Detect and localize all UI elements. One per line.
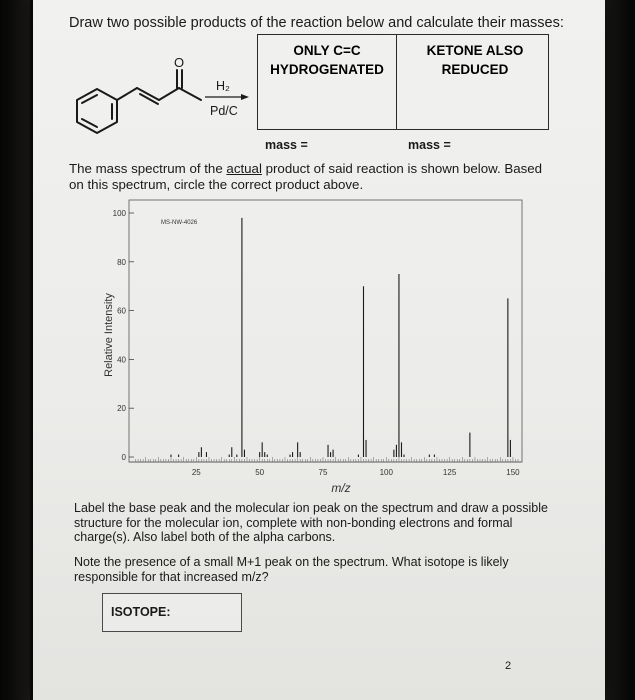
background-right-edge (600, 0, 635, 700)
reaction-arrow (203, 92, 251, 102)
isotope-label: ISOTOPE: (111, 605, 171, 619)
oxygen-atom-label: O (174, 55, 185, 70)
ms-text-part2: product of said reaction is shown below. Based on this spectrum, circle the correct product above. (69, 161, 543, 192)
y-tick-label: 60 (117, 306, 126, 316)
question-1-text: Draw two possible products of the reaction below and calculate their masses: (69, 15, 564, 31)
column-header-cc-hydrogenated (262, 41, 392, 79)
x-tick-label: 100 (379, 468, 393, 477)
reactant-structure (63, 48, 223, 143)
page-number: 2 (505, 660, 512, 672)
table-divider (396, 35, 397, 129)
y-axis (113, 209, 134, 462)
y-tick-label: 100 (112, 209, 126, 218)
spectrum-code-label: MS-NW-4026 (161, 220, 198, 226)
column-header-right-line2: REDUCED (441, 62, 509, 77)
isotope-answer-box[interactable] (102, 593, 242, 632)
y-tick-label: 20 (117, 404, 126, 414)
column-header-right-line1: KETONE ALSO (426, 43, 524, 58)
mass-spectrum-chart (66, 195, 536, 495)
y-axis-label: Relative Intensity (103, 293, 115, 377)
product-answer-table (257, 34, 549, 130)
question-3-text: Note the presence of a small M+1 peak on the spectrum. What isotope is likely responsible for that increased m/z? (74, 555, 509, 584)
ms-text-part1: The mass spectrum of the (69, 161, 227, 176)
column-header-ketone-reduced (400, 41, 550, 79)
mass-label-left: mass = (265, 138, 308, 152)
y-tick-label: 40 (117, 355, 126, 365)
x-tick-label: 150 (506, 468, 520, 477)
reagent-catalyst: Pd/C (210, 104, 238, 118)
x-tick-label: 75 (318, 468, 328, 477)
mass-spectrum-instructions (69, 161, 559, 193)
x-axis-label: m/z (331, 481, 351, 495)
column-header-left-line2: HYDROGENATED (270, 62, 384, 77)
spectrum-peaks (171, 218, 510, 457)
worksheet-page (33, 0, 605, 700)
x-tick-label: 125 (442, 468, 457, 477)
y-tick-label: 80 (117, 257, 126, 267)
x-tick-label: 25 (191, 468, 201, 477)
reagent-h2: H₂ (216, 79, 230, 93)
y-tick-label: 0 (121, 453, 126, 462)
plot-frame (129, 200, 522, 462)
question-2-text: Label the base peak and the molecular ion peak on the spectrum and draw a possible structure for the molecular ion, complete with non-bonding electrons and formal charge(s). Also label both of the alpha carbons. (74, 501, 548, 544)
x-axis (129, 457, 522, 477)
background-left-edge (0, 0, 30, 700)
ms-text-underlined: actual (226, 161, 262, 176)
mass-label-right: mass = (408, 138, 451, 152)
column-header-left-line1: ONLY C=C (293, 43, 361, 58)
x-tick-label: 50 (255, 468, 265, 477)
